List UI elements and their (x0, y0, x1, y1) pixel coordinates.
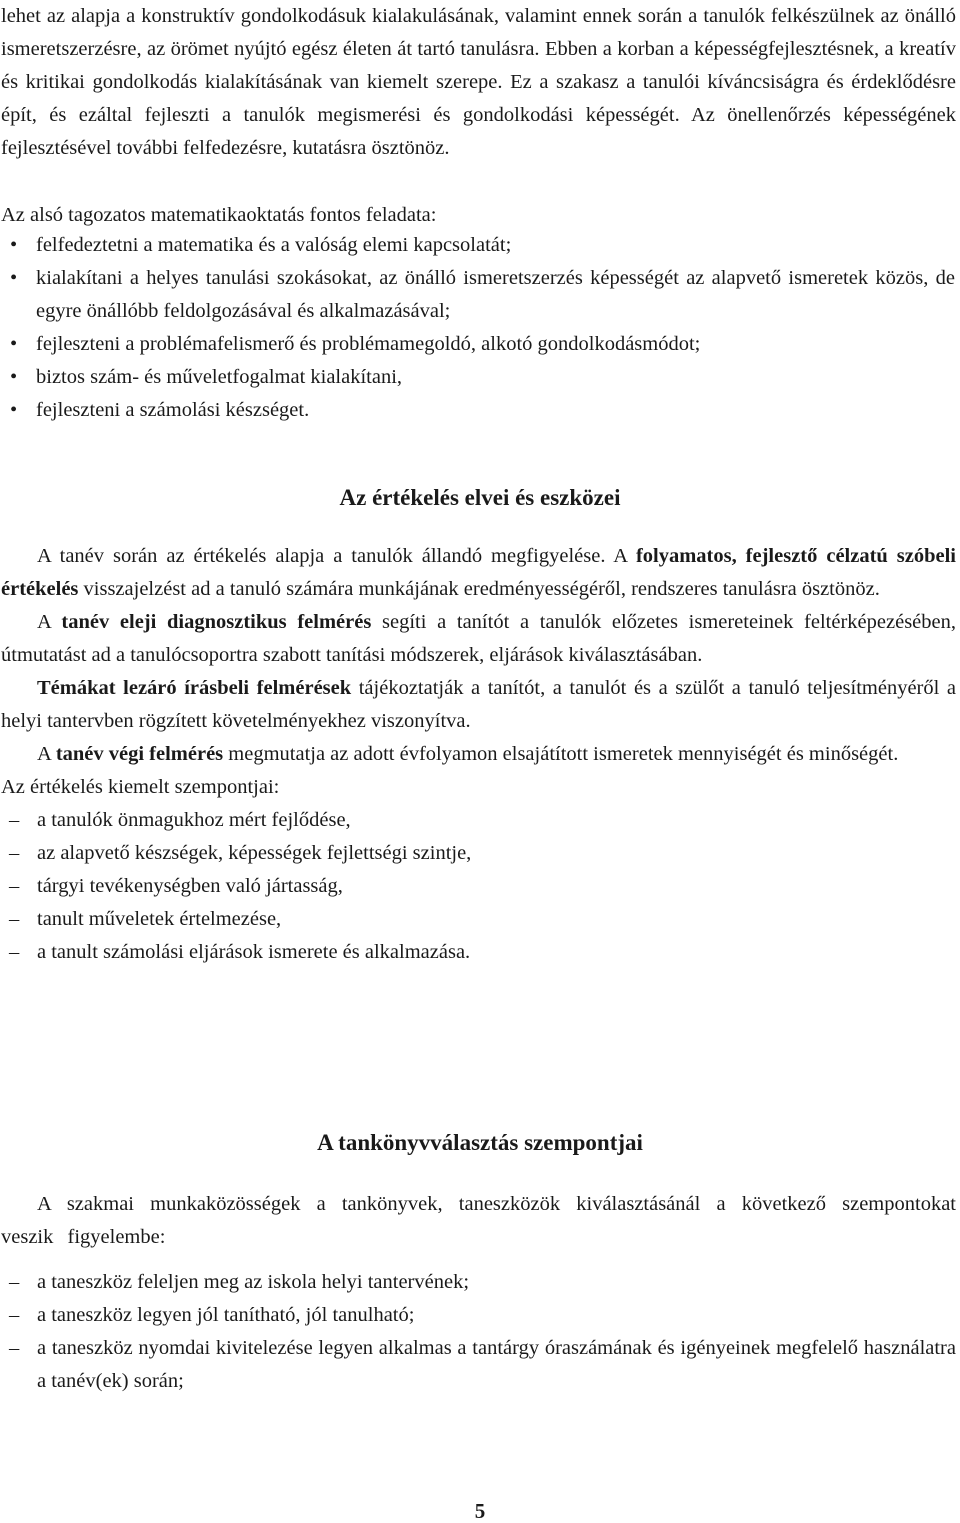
dash-icon: – (9, 809, 20, 831)
math-tasks-bullet-list (0, 229, 955, 427)
bullet-item: • kialakítani a helyes tanulási szokásokat, az önálló ismeretszerzés képességét az alapvető ismeretek közös, de egyre önállóbb feldolgozásával és alkalmazásával; (0, 262, 955, 328)
bullet-icon: • (10, 333, 18, 355)
textbook-intro: A szakmai munkaközösségek a tankönyvek, taneszközök kiválasztásánál a következő szempontokat veszik figyelembe: (1, 1193, 956, 1248)
continued-paragraph: lehet az alapja a konstruktív gondolkodásuk kialakulásának, valamint ennek során a tanulók felkészülnek az önálló ismeretszerzésre, az örömet nyújtó egész életen át tartó tanulásra. Ebben a korban a képességfejlesztésnek, a kreatív és kritikai gondolkodás kialakításának van kiemelt szerepe. Ez a szakasz a tanulói kíváncsiságra és érdeklődésre épít, és ezáltal fejleszti a tanulók megismerési és gondolkodási képességét. Az önellenőrzés képességének fejlesztésével további felfedezésre, kutatásra ösztönöz. (1, 5, 956, 159)
evaluation-criteria-intro: Az értékelés kiemelt szempontjai: (1, 776, 280, 798)
bullet-item: • biztos szám- és műveletfogalmat kialakítani, (0, 361, 955, 394)
evaluation-section-body (1, 540, 956, 969)
evaluation-paragraph-4: A tanév végi felmérés megmutatja az adott évfolyamon elsajátított ismeretek mennyiségét és minőségét. (37, 743, 899, 765)
bullet-icon: • (10, 234, 18, 256)
bullet-item: • felfedeztetni a matematika és a valóság elemi kapcsolatát; (0, 229, 955, 262)
dash-icon: – (9, 1304, 20, 1326)
dash-icon: – (9, 875, 20, 897)
bullet-icon: • (10, 366, 18, 388)
dash-icon: – (9, 941, 20, 963)
bullet-item: • fejleszteni a számolási készséget. (0, 394, 955, 427)
dash-item: – a tanult számolási eljárások ismerete és alkalmazása. (1, 936, 956, 969)
dash-item: – a taneszköz nyomdai kivitelezése legyen alkalmas a tantárgy óraszámának és igényeinek megfelelő használatra a tanév(ek) során; (1, 1332, 956, 1398)
textbook-criteria-list (1, 1266, 956, 1398)
dash-icon: – (9, 1271, 20, 1293)
bullet-item: • fejleszteni a problémafelismerő és problémamegoldó, alkotó gondolkodásmódot; (0, 328, 955, 361)
evaluation-criteria-list (1, 804, 956, 969)
dash-item: – az alapvető készségek, képességek fejlettségi szintje, (1, 837, 956, 870)
textbook-section-body (1, 1188, 956, 1398)
page-number: 5 (474, 1499, 486, 1523)
dash-item: – a taneszköz legyen jól tanítható, jól tanulható; (1, 1299, 956, 1332)
dash-item: – a tanulók önmagukhoz mért fejlődése, (1, 804, 956, 837)
bullet-icon: • (10, 399, 18, 421)
evaluation-paragraph-1: A tanév során az értékelés alapja a tanulók állandó megfigyelése. A folyamatos, fejlesztő célzatú szóbeli értékelés visszajelzést ad a tanuló számára munkájának eredményességéről, rendszeres tanulásra ösztönöz. (1, 545, 956, 600)
dash-icon: – (9, 842, 20, 864)
evaluation-paragraph-3: Témákat lezáró írásbeli felmérések tájékoztatják a tanítót, a tanulót és a szülőt a tanuló teljesítményéről a helyi tantervben rögzített követelményekhez viszonyítva. (1, 677, 956, 732)
section-heading-textbook-selection: A tankönyvválasztás szempontjai (317, 1130, 643, 1155)
dash-item: – a taneszköz feleljen meg az iskola helyi tantervének; (1, 1266, 956, 1299)
dash-icon: – (9, 1337, 20, 1359)
section-heading-evaluation: Az értékelés elvei és eszközei (339, 485, 621, 510)
dash-item: – tanult műveletek értelmezése, (1, 903, 956, 936)
dash-item: – tárgyi tevékenységben való jártasság, (1, 870, 956, 903)
bullet-icon: • (10, 267, 18, 289)
math-tasks-intro: Az alsó tagozatos matematikaoktatás fontos feladata: (1, 204, 437, 226)
evaluation-paragraph-2: A tanév eleji diagnosztikus felmérés segíti a tanítót a tanulók előzetes ismereteinek feltérképezésében, útmutatást ad a tanulócsoportra szabott tanítási módszerek, eljárások kiválasztásában. (1, 611, 956, 666)
dash-icon: – (9, 908, 20, 930)
